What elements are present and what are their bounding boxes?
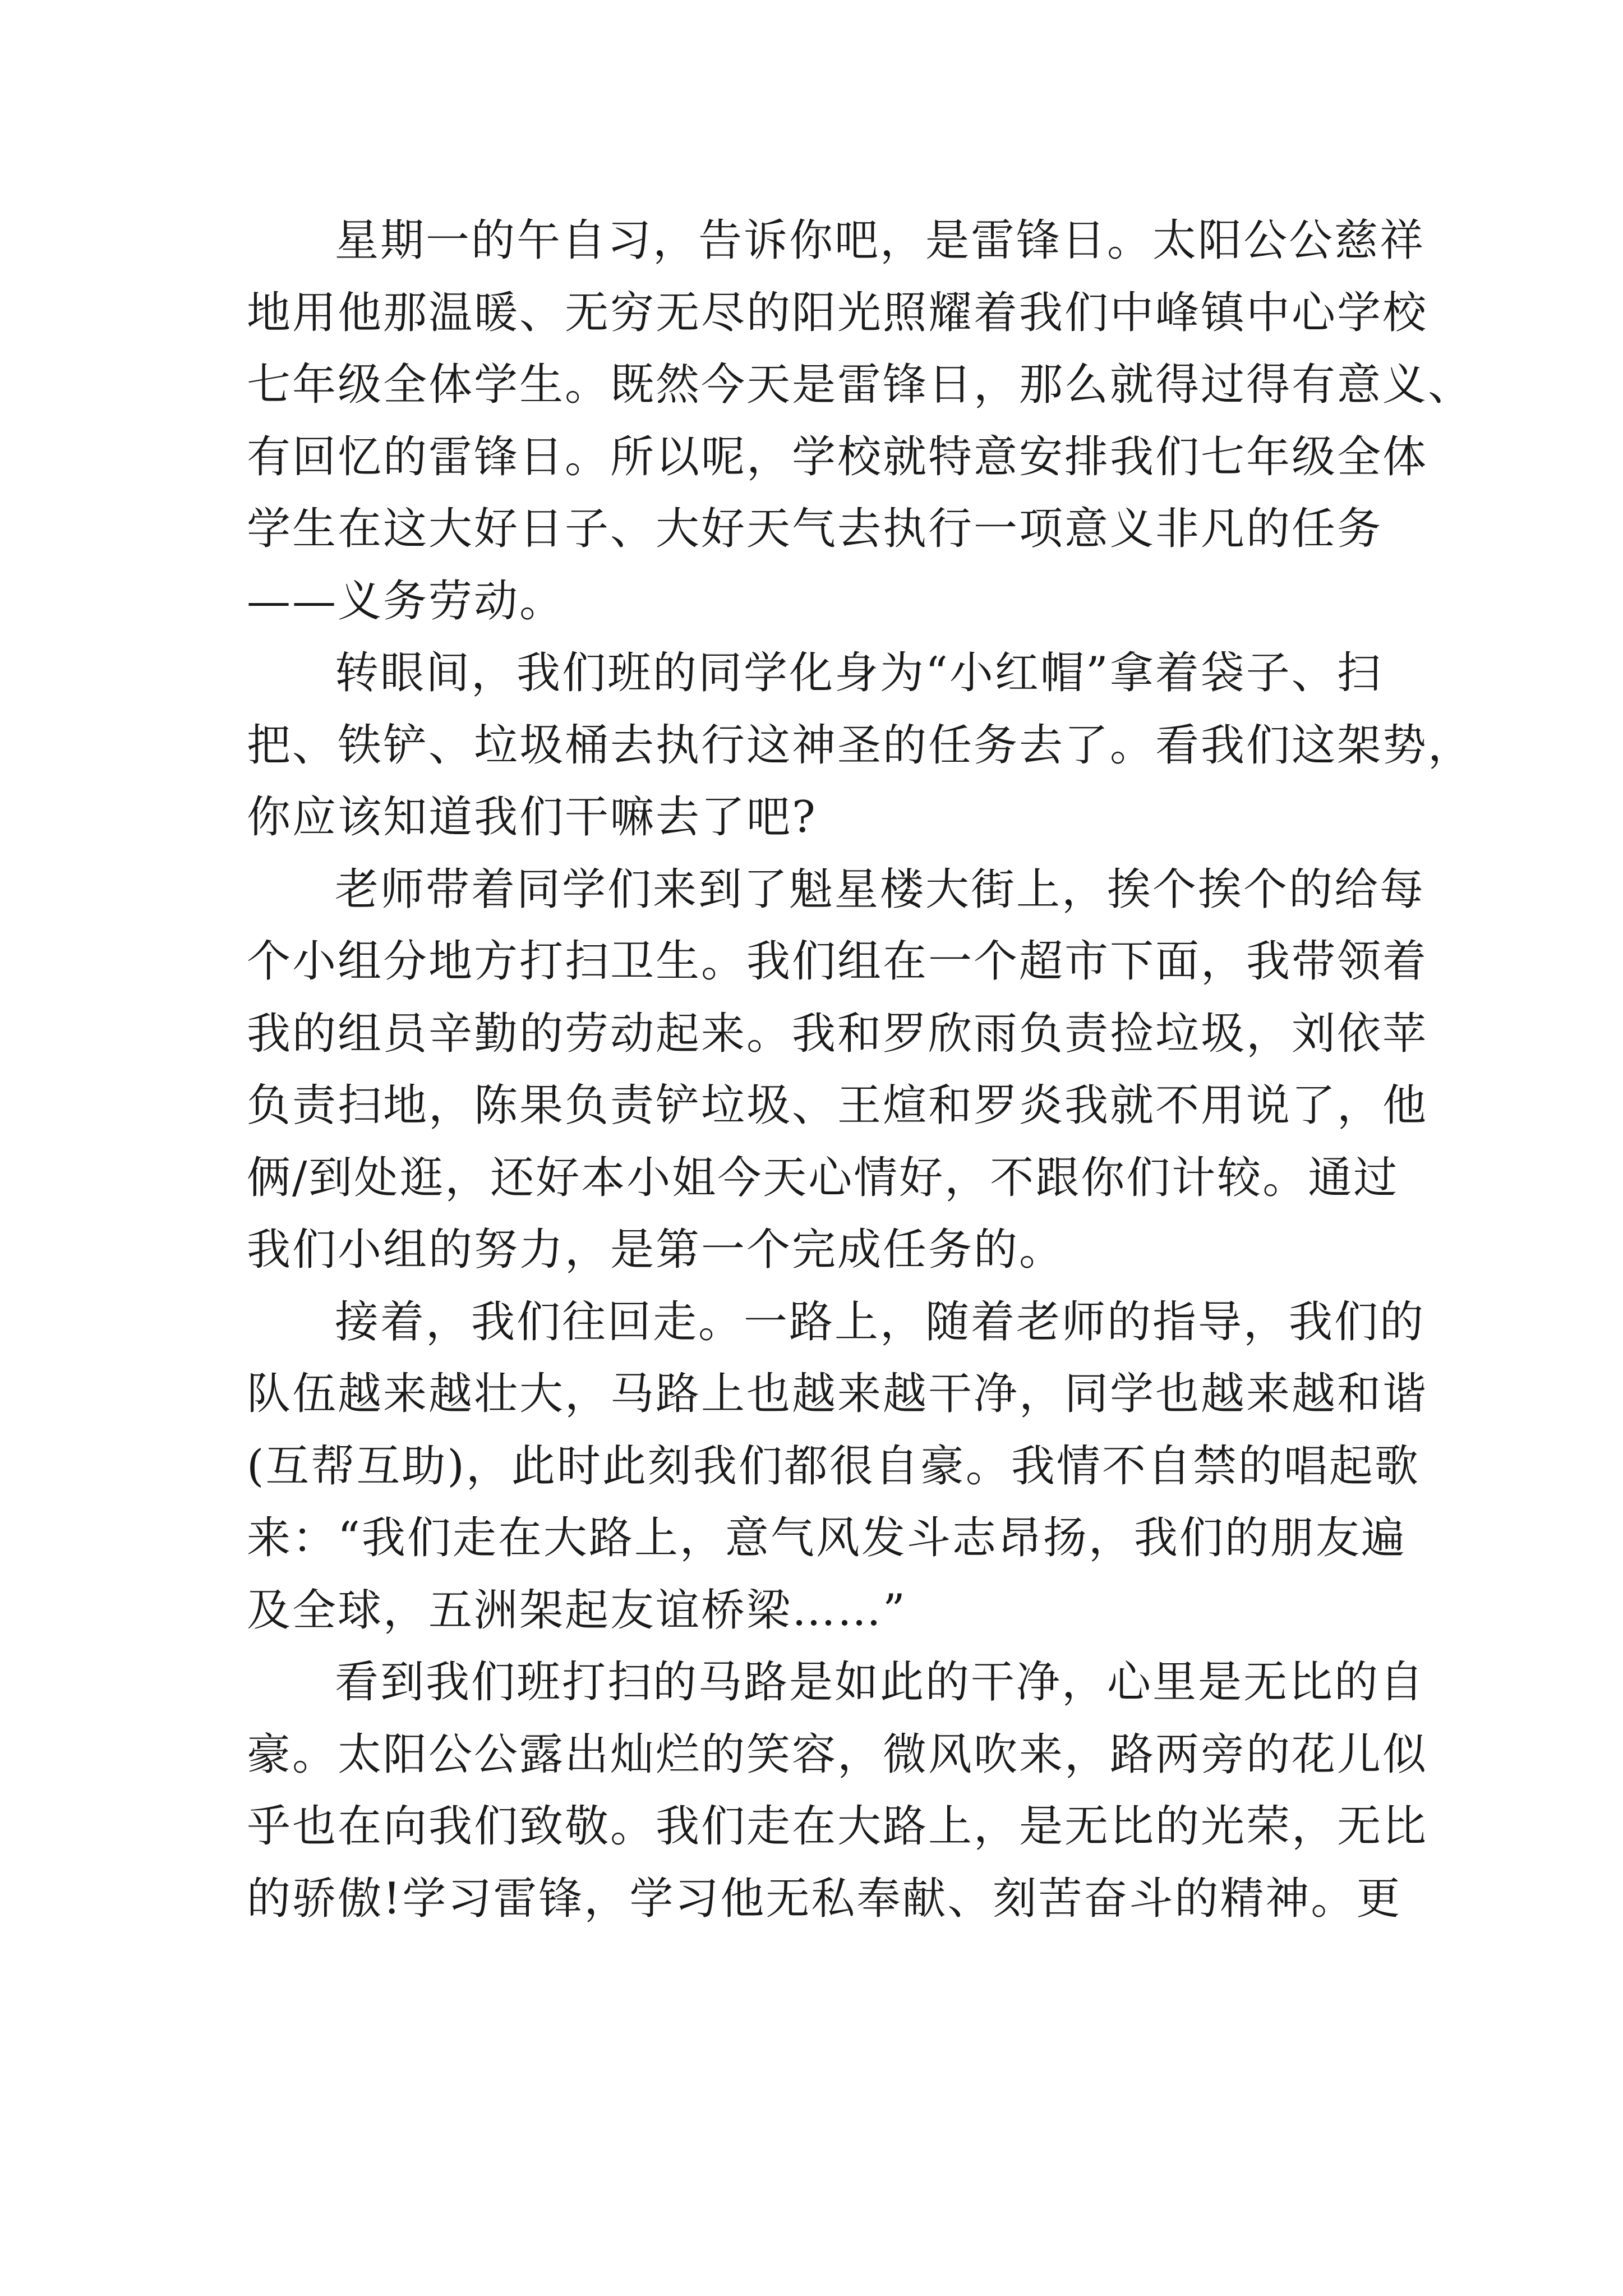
paragraph-3-line-2: 个小组分地方打扫卫生。我们组在一个超市下面，我带领着: [247, 936, 1428, 987]
paragraph-4-line-2: 队伍越来越壮大，马路上也越来越干净，同学也越来越和谐: [247, 1369, 1428, 1419]
paragraph-1-line-6: ——义务劳动。: [247, 576, 565, 627]
paragraph-5-line-3: 乎也在向我们致敬。我们走在大路上，是无比的光荣，无比: [247, 1801, 1428, 1852]
paragraph-2-line-2: 把、铁铲、垃圾桶去执行这神圣的任务去了。看我们这架势，: [247, 720, 1474, 771]
paragraph-5-line-4: 的骄傲!学习雷锋，学习他无私奉献、刻苦奋斗的精神。更: [247, 1873, 1402, 1924]
paragraph-4-line-3: (互帮互助)，此时此刻我们都很自豪。我情不自禁的唱起歌: [247, 1441, 1420, 1492]
paragraph-4-line-4: 来：“我们走在大路上，意气风发斗志昂扬，我们的朋友遍: [247, 1513, 1407, 1563]
paragraph-3-line-1: 老师带着同学们来到了魁星楼大街上，挨个挨个的给每: [335, 864, 1426, 915]
paragraph-3-line-4: 负责扫地，陈果负责铲垃圾、王煊和罗炎我就不用说了，他: [247, 1080, 1428, 1131]
paragraph-3-line-5: 俩/到处逛，还好本小姐今天心情好，不跟你们计较。通过: [247, 1152, 1399, 1203]
paragraph-3-line-3: 我的组员辛勤的劳动起来。我和罗欣雨负责捡垃圾，刘依苹: [247, 1008, 1428, 1059]
paragraph-3-line-6: 我们小组的努力，是第一个完成任务的。: [247, 1225, 1065, 1275]
paragraph-1-line-3: 七年级全体学生。既然今天是雷锋日，那么就得过得有意义、: [247, 360, 1474, 410]
paragraph-2-line-3: 你应该知道我们干嘛去了吧?: [247, 792, 817, 843]
paragraph-1-line-2: 地用他那温暖、无穷无尽的阳光照耀着我们中峰镇中心学校: [247, 287, 1428, 338]
paragraph-4-line-5: 及全球，五洲架起友谊桥梁……”: [247, 1585, 907, 1636]
paragraph-2-line-1: 转眼间，我们班的同学化身为“小红帽”拿着袋子、扫: [335, 648, 1382, 698]
essay-body: [247, 205, 1474, 1935]
paragraph-1-line-1: 星期一的午自习，告诉你吧，是雷锋日。太阳公公慈祥: [335, 215, 1426, 266]
paragraph-1-line-5: 学生在这大好日子、大好天气去执行一项意义非凡的任务: [247, 504, 1383, 554]
paragraph-5-line-1: 看到我们班打扫的马路是如此的干净，心里是无比的自: [335, 1657, 1426, 1708]
paragraph-4-line-1: 接着，我们往回走。一路上，随着老师的指导，我们的: [335, 1296, 1426, 1347]
paragraph-1-line-4: 有回忆的雷锋日。所以呢，学校就特意安排我们七年级全体: [247, 431, 1428, 482]
paragraph-5-line-2: 豪。太阳公公露出灿烂的笑容，微风吹来，路两旁的花儿似: [247, 1729, 1428, 1780]
